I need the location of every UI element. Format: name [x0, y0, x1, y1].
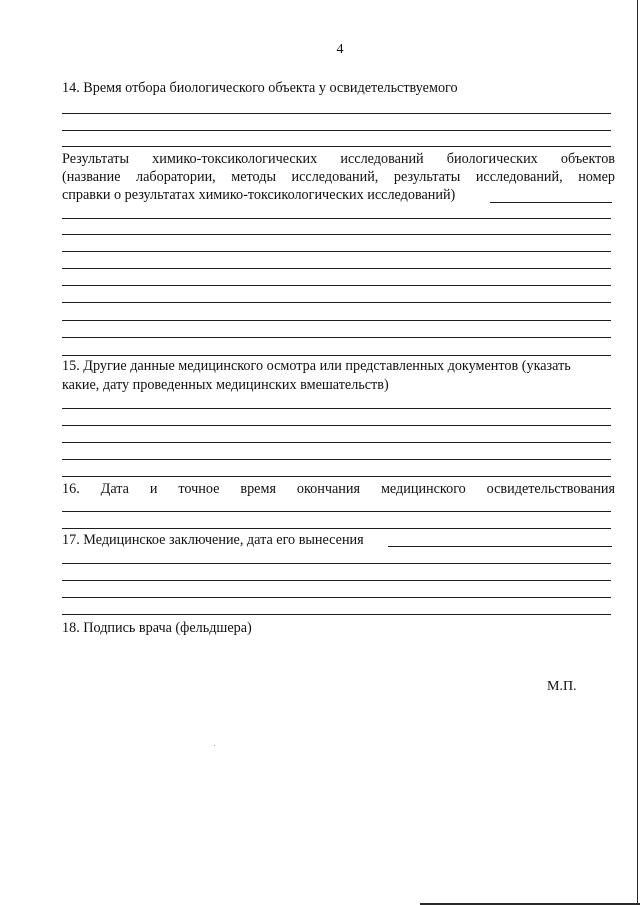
section-15-label-line-2: какие, дату проведенных медицинских вмешательств) [62, 377, 389, 393]
section-15-fill-line-2[interactable] [62, 425, 611, 426]
results-fill-line-3[interactable] [62, 251, 611, 252]
section-15-label-line-1: 15. Другие данные медицинского осмотра или представленных документов (указать [62, 358, 571, 374]
section-14-label: 14. Время отбора биологического объекта у освидетельствуемого [62, 80, 458, 96]
results-heading-line-1: Результаты химико-токсикологических исследований биологических объектов [62, 151, 615, 167]
section-14-fill-line-2[interactable] [62, 130, 611, 131]
section-16-label: 16. Дата и точное время окончания медицинского освидетельствования [62, 481, 615, 497]
results-fill-line-5[interactable] [62, 285, 611, 286]
section-15-fill-line-5[interactable] [62, 476, 611, 477]
section-17-fill-line-4[interactable] [62, 614, 611, 615]
results-fill-line-8[interactable] [62, 337, 611, 338]
section-17-fill-line-3[interactable] [62, 597, 611, 598]
section-17-fill-line-2[interactable] [62, 580, 611, 581]
section-17-inline-fill[interactable] [388, 546, 612, 547]
section-15-fill-line-3[interactable] [62, 442, 611, 443]
results-fill-line-7[interactable] [62, 320, 611, 321]
section-14-fill-line-1[interactable] [62, 113, 611, 114]
results-fill-line-2[interactable] [62, 234, 611, 235]
results-fill-line-9[interactable] [62, 355, 611, 356]
section-16-fill-line-2[interactable] [62, 528, 611, 529]
results-heading-line-3: справки о результатах химико-токсикологических исследований) [62, 187, 456, 203]
results-fill-line-4[interactable] [62, 268, 611, 269]
section-14-fill-line-3[interactable] [62, 146, 611, 147]
results-fill-line-1[interactable] [62, 218, 611, 219]
results-inline-fill[interactable] [490, 202, 612, 203]
section-17-fill-line-1[interactable] [62, 563, 611, 564]
stamp-place-label: М.П. [547, 679, 577, 694]
section-16-fill-line-1[interactable] [62, 511, 611, 512]
section-18-label: 18. Подпись врача (фельдшера) [62, 620, 252, 636]
section-15-fill-line-4[interactable] [62, 459, 611, 460]
results-fill-line-6[interactable] [62, 302, 611, 303]
page-edge-right [637, 0, 638, 905]
section-15-fill-line-1[interactable] [62, 408, 611, 409]
page-number: 4 [336, 42, 344, 57]
scan-speck [214, 745, 215, 746]
results-heading-line-2: (название лаборатории, методы исследований, результаты исследований, номер [62, 169, 615, 185]
section-17-label: 17. Медицинское заключение, дата его вынесения [62, 532, 364, 548]
